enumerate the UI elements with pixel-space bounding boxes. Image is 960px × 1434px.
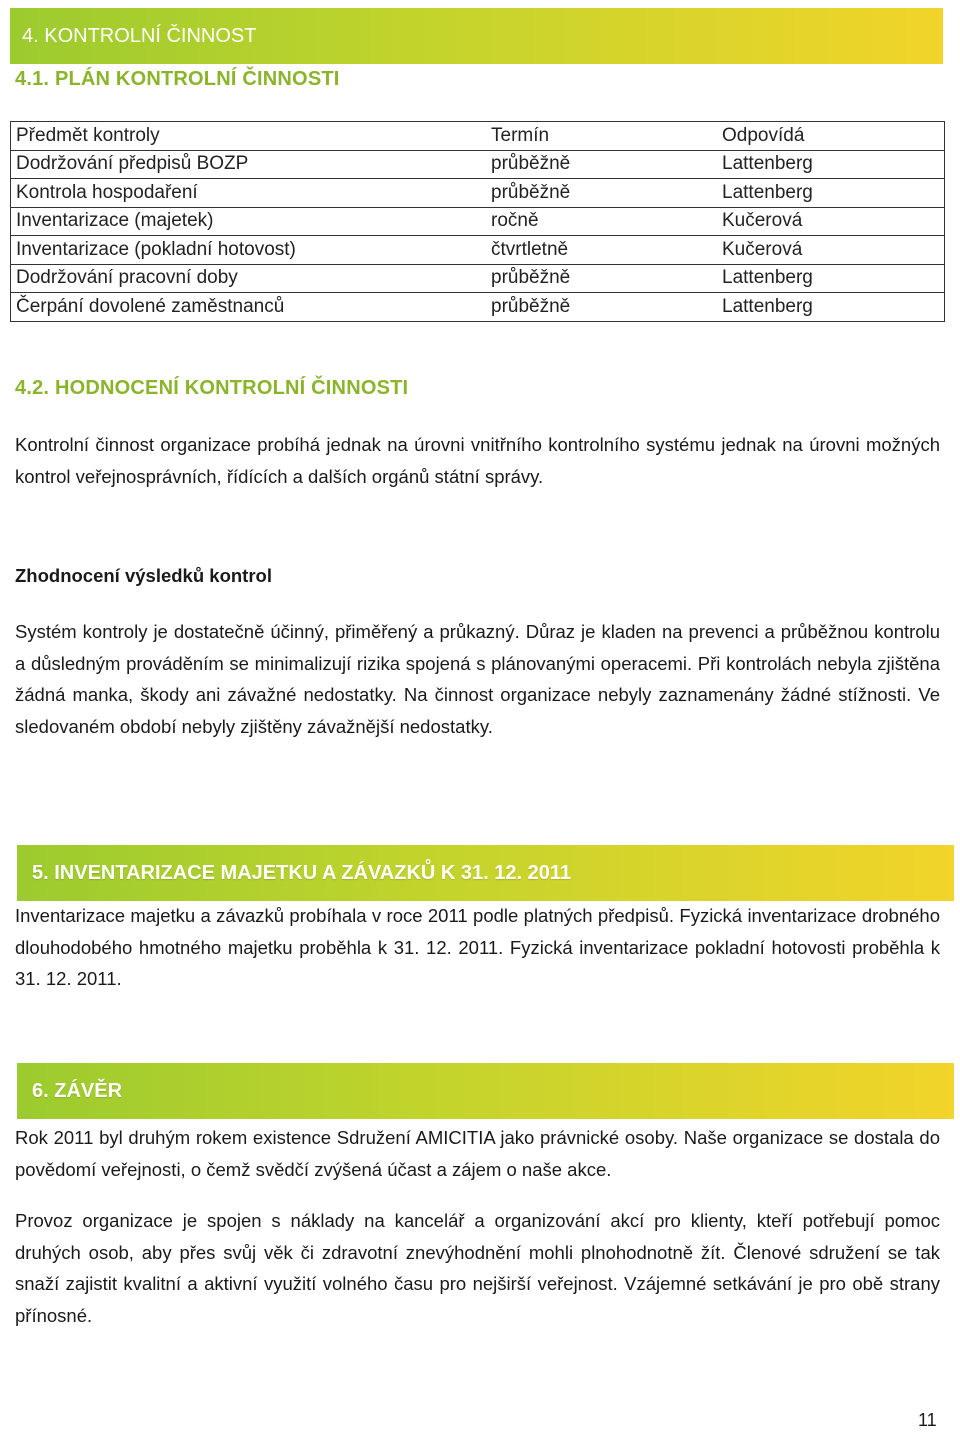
section-4-2-paragraph: Kontrolní činnost organizace probíhá jednak na úrovni vnitřního kontrolního systému jednak na úrovni možných kontrol veřejnosprávních, řídících a dalších orgánů státní správy.	[15, 434, 940, 487]
section-4-2-title: HODNOCENÍ KONTROLNÍ ČINNOSTI	[54, 377, 409, 399]
table-cell: Kučerová	[717, 236, 945, 265]
evaluation-paragraph: Systém kontroly je dostatečně účinný, přiměřený a průkazný. Důraz je kladen na prevenci a průběžnou kontrolu a důsledným prováděním se minimalizují rizika spojená s plánovanými operacemi. Při kontrolách nebyla zjištěna žádná manka, škody ani závažné nedostatky. Na činnost organizace nebyly zaznamenány žádné stížnosti. Ve sledovaném období nebyly zjištěny závažnější nedostatky.	[15, 621, 940, 737]
table-cell: průběžně	[486, 179, 717, 208]
section-4-1-number: 4.1.	[15, 68, 50, 90]
table-cell: Kučerová	[717, 207, 945, 236]
header-cell-subject: Předmět kontroly	[11, 122, 487, 151]
control-plan-table	[10, 121, 945, 322]
header-cell-responsible: Odpovídá	[717, 122, 945, 151]
table-row	[11, 236, 945, 265]
section-5-paragraph: Inventarizace majetku a závazků probíhala v roce 2011 podle platných předpisů. Fyzická inventarizace drobného dlouhodobého hmotného majetku proběhla k 31. 12. 2011. Fyzická inventarizace pokladní hotovosti proběhla k 31. 12. 2011.	[15, 905, 940, 989]
section-4-1-title: PLÁN KONTROLNÍ ČINNOSTI	[54, 68, 340, 90]
table-cell: průběžně	[486, 293, 717, 322]
table-row	[11, 293, 945, 322]
table-row	[11, 179, 945, 208]
table-row	[11, 150, 945, 179]
page-number: 11	[918, 1410, 937, 1430]
section-6-banner	[17, 1063, 954, 1119]
section-5-title: 5. INVENTARIZACE MAJETKU A ZÁVAZKŮ K 31. 12. 2011	[32, 861, 572, 884]
section-4-banner	[10, 8, 943, 64]
section-5-banner	[17, 845, 954, 901]
table-cell: Lattenberg	[717, 150, 945, 179]
table-cell: Dodržování předpisů BOZP	[11, 150, 487, 179]
table-cell: Čerpání dovolené zaměstnanců	[11, 293, 487, 322]
section-4-1-heading	[15, 68, 340, 91]
conclusion-paragraph-2: Provoz organizace je spojen s náklady na kancelář a organizování akcí pro klienty, kteří potřebují pomoc druhých osob, aby přes svůj věk či zdravotní znevýhodnění mohli plnohodnotně žít. Členové sdružení se tak snaží zajistit kvalitní a aktivní využití volného času pro nejširší veřejnost. Vzájemné setkávání je pro obě strany přínosné.	[15, 1210, 940, 1326]
table-cell: Lattenberg	[717, 264, 945, 293]
table-cell: Kontrola hospodaření	[11, 179, 487, 208]
table-cell: Inventarizace (majetek)	[11, 207, 487, 236]
section-6-title: 6. ZÁVĚR	[32, 1079, 123, 1102]
table-cell: Dodržování pracovní doby	[11, 264, 487, 293]
section-4-2-heading	[15, 377, 408, 400]
table-cell: průběžně	[486, 150, 717, 179]
table-cell: Inventarizace (pokladní hotovost)	[11, 236, 487, 265]
header-cell-term: Termín	[486, 122, 717, 151]
table-row	[11, 264, 945, 293]
table-cell: Lattenberg	[717, 293, 945, 322]
table-row	[11, 207, 945, 236]
section-4-title: 4. KONTROLNÍ ČINNOST	[22, 24, 257, 47]
evaluation-heading: Zhodnocení výsledků kontrol	[15, 565, 272, 586]
section-4-2-number: 4.2.	[15, 377, 50, 399]
table-cell: čtvrtletně	[486, 236, 717, 265]
conclusion-paragraph-1: Rok 2011 byl druhým rokem existence Sdružení AMICITIA jako právnické osoby. Naše organizace se dostala do povědomí veřejnosti, o čemž svědčí zvýšená účast a zájem o naše akce.	[15, 1127, 940, 1180]
table-cell: průběžně	[486, 264, 717, 293]
table-cell: Lattenberg	[717, 179, 945, 208]
table-header-row	[11, 122, 945, 151]
table-cell: ročně	[486, 207, 717, 236]
